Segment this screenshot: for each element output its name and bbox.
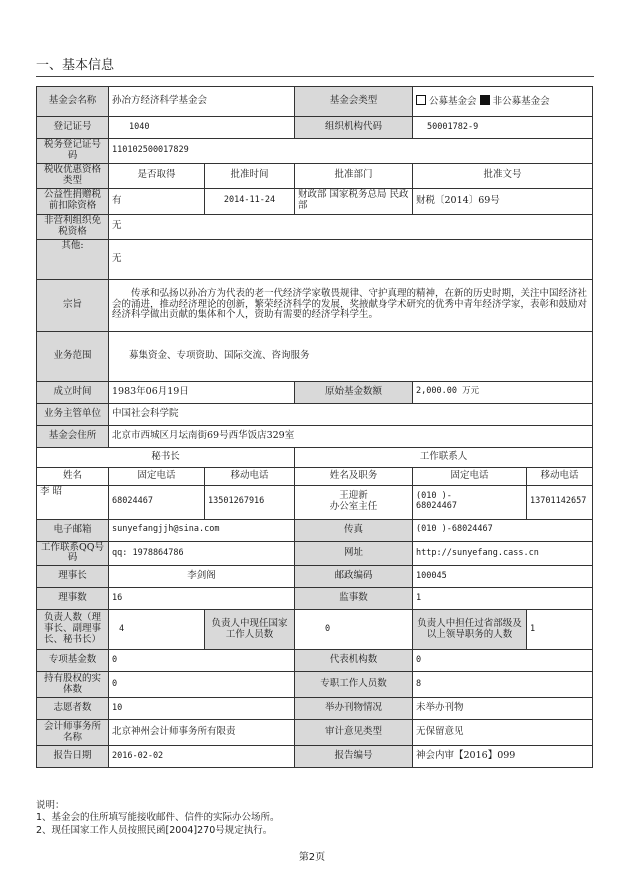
value-donation-dept: 财政部 国家税务总局 民政部 (295, 188, 413, 214)
col-tel2: 固定电话 (413, 467, 527, 485)
section-divider (36, 76, 594, 77)
label-audit-opinion: 审计意见类型 (295, 720, 413, 746)
value-audit-opinion: 无保留意见 (413, 720, 593, 746)
value-publications: 未举办刊物 (413, 698, 593, 720)
row-directors (37, 588, 593, 610)
page-number: 第2页 (298, 852, 326, 863)
col-name: 姓名 (37, 467, 109, 485)
value-donation-date: 2014-11-24 (205, 188, 295, 214)
label-website: 网址 (295, 541, 413, 566)
value-directors: 16 (109, 588, 295, 610)
label-postcode: 邮政编码 (295, 566, 413, 588)
label-purpose: 宗旨 (37, 279, 109, 331)
label-org-code: 组织机构代码 (295, 117, 413, 139)
header-date: 批准时间 (205, 163, 295, 188)
row-tax-header (37, 163, 593, 188)
value-chair: 李剑阁 (109, 566, 295, 588)
label-directors: 理事数 (37, 588, 109, 610)
col-mobile2: 移动电话 (527, 467, 593, 485)
label-chair: 理事长 (37, 566, 109, 588)
value-supervisors: 1 (413, 588, 593, 610)
value-provincial-leaders: 1 (527, 610, 593, 650)
label-business: 业务范围 (37, 331, 109, 381)
value-supervisor: 中国社会科学院 (109, 403, 593, 425)
row-special-funds (37, 650, 593, 672)
label-fund-name: 基金会名称 (37, 87, 109, 117)
private-fund-checkbox (480, 95, 490, 105)
row-chair (37, 566, 593, 588)
value-sec-tel: 68024467 (109, 485, 205, 519)
row-accounting (37, 720, 593, 746)
row-contact-values (37, 485, 593, 519)
label-volunteers: 志愿者数 (37, 698, 109, 720)
label-entities: 持有股权的实体数 (37, 672, 109, 698)
value-sec-name: 李 昭 (37, 485, 109, 519)
value-work-duty: 办公室主任 (329, 501, 378, 513)
value-address: 北京市西城区月坛南街69号西华饭店329室 (109, 425, 593, 447)
value-fund-type (413, 87, 593, 117)
value-rep-offices: 0 (413, 650, 593, 672)
public-fund-label: 公募基金会 (429, 96, 477, 108)
value-report-no: 神会内审【2016】099 (413, 746, 593, 768)
label-tax-reg: 税务登记证号码 (37, 139, 109, 164)
col-name-duty: 姓名及职务 (295, 467, 413, 485)
value-staff: 8 (413, 672, 593, 698)
label-rep-offices: 代表机构数 (295, 650, 413, 672)
row-leaders (37, 610, 593, 650)
row-nonprofit (37, 214, 593, 239)
private-fund-label: 非公募基金会 (492, 96, 550, 108)
value-volunteers: 10 (109, 698, 295, 720)
label-report-no: 报告编号 (295, 746, 413, 768)
row-supervisor (37, 403, 593, 425)
label-special-funds: 专项基金数 (37, 650, 109, 672)
value-work-tel-area: (010 )- (416, 491, 452, 502)
label-original-fund: 原始基金数额 (295, 381, 413, 403)
value-sec-mobile: 13501267916 (205, 485, 295, 519)
header-secretary-general: 秘书长 (37, 447, 295, 467)
value-purpose: 传承和弘扬以孙冶方为代表的老一代经济学家敬畏规律、守护真理的精神，在新的历史时期，关注中国经济社会的涌进，推动经济理论的创新，繁荣经济科学的发展，奖掖献身学术研究的优秀中青年经济学家，表彰和鼓励对经济科学做出贡献的集体和个人，资助有需要的经济学科学生。 (109, 279, 593, 331)
row-reg-no (37, 117, 593, 139)
value-website: http://sunyefang.cass.cn (413, 541, 593, 566)
row-contact-cols (37, 467, 593, 485)
label-reg-no: 登记证号 (37, 117, 109, 139)
header-doc: 批准文号 (413, 163, 593, 188)
label-qq: 工作联系QQ号码 (37, 541, 109, 566)
value-civil-servants: 0 (295, 610, 413, 650)
row-fund-name (37, 87, 593, 117)
header-obtained: 是否取得 (109, 163, 205, 188)
col-mobile: 移动电话 (205, 467, 295, 485)
value-tax-reg: 110102500017829 (109, 139, 593, 164)
label-tax-type: 税收优惠资格类型 (37, 163, 109, 188)
value-work-mobile: 13701142657 (527, 485, 593, 519)
label-address: 基金会住所 (37, 425, 109, 447)
value-report-date: 2016-02-02 (109, 746, 295, 768)
row-tax-reg (37, 139, 593, 164)
label-established: 成立时间 (37, 381, 109, 403)
value-reg-no: 1040 (109, 117, 295, 139)
row-volunteers (37, 698, 593, 720)
label-other: 其他: (37, 239, 109, 279)
value-special-funds: 0 (109, 650, 295, 672)
public-fund-checkbox (416, 95, 426, 105)
value-other: 无 (109, 239, 593, 279)
row-qq (37, 541, 593, 566)
row-address (37, 425, 593, 447)
label-supervisor: 业务主管单位 (37, 403, 109, 425)
note-2: 2、现任国家工作人员按照民函[2004]270号规定执行。 (36, 824, 273, 836)
value-business: 募集资金、专项资助、国际交流、咨询服务 (109, 331, 593, 381)
value-original-fund: 2,000.00 万元 (413, 381, 593, 403)
notes-title: 说明： (36, 800, 65, 811)
value-fund-name: 孙冶方经济科学基金会 (109, 87, 295, 117)
row-entities (37, 672, 593, 698)
row-report (37, 746, 593, 768)
value-email: sunyefangjjh@sina.com (109, 519, 295, 541)
value-org-code: 50001782-9 (413, 117, 593, 139)
label-supervisors: 监事数 (295, 588, 413, 610)
value-work-tel (413, 485, 527, 519)
header-dept: 批准部门 (295, 163, 413, 188)
row-established (37, 381, 593, 403)
section-title: 一、基本信息 (36, 58, 115, 73)
label-accounting-firm: 会计师事务所名称 (37, 720, 109, 746)
col-tel: 固定电话 (109, 467, 205, 485)
row-business (37, 331, 593, 381)
label-fund-type: 基金会类型 (295, 87, 413, 117)
label-leaders: 负责人数（理事长、副理事长、秘书长） (37, 610, 109, 650)
value-qq: qq: 1978864786 (109, 541, 295, 566)
label-email: 电子邮箱 (37, 519, 109, 541)
value-nonprofit: 无 (109, 214, 593, 239)
label-staff: 专职工作人员数 (295, 672, 413, 698)
row-contact-header (37, 447, 593, 467)
value-established: 1983年06月19日 (109, 381, 295, 403)
value-entities: 0 (109, 672, 295, 698)
value-donation-obtained: 有 (109, 188, 205, 214)
notes (36, 800, 280, 837)
value-leaders: 4 (109, 610, 205, 650)
label-civil-servants: 负责人中现任国家工作人员数 (205, 610, 295, 650)
value-work-tel-number: 68024467 (416, 501, 457, 512)
label-provincial-leaders: 负责人中担任过省部级及以上领导职务的人数 (413, 610, 527, 650)
value-donation-doc: 财税〔2014〕69号 (413, 188, 593, 214)
value-accounting-firm: 北京神州会计师事务所有限责 (109, 720, 295, 746)
header-work-contact: 工作联系人 (295, 447, 593, 467)
label-report-date: 报告日期 (37, 746, 109, 768)
value-work-name-duty (295, 485, 413, 519)
row-purpose (37, 279, 593, 331)
label-publications: 举办刊物情况 (295, 698, 413, 720)
label-donation: 公益性捐赠税前扣除资格 (37, 188, 109, 214)
basic-info-form (36, 86, 593, 768)
row-other (37, 239, 593, 279)
value-fax: (010 )-68024467 (413, 519, 593, 541)
label-fax: 传真 (295, 519, 413, 541)
label-nonprofit: 非营利组织免税资格 (37, 214, 109, 239)
row-donation (37, 188, 593, 214)
row-email (37, 519, 593, 541)
note-1: 1、基金会的住所填写能接收邮件、信件的实际办公场所。 (36, 812, 280, 824)
value-work-name: 王迎新 (339, 490, 368, 502)
value-postcode: 100045 (413, 566, 593, 588)
